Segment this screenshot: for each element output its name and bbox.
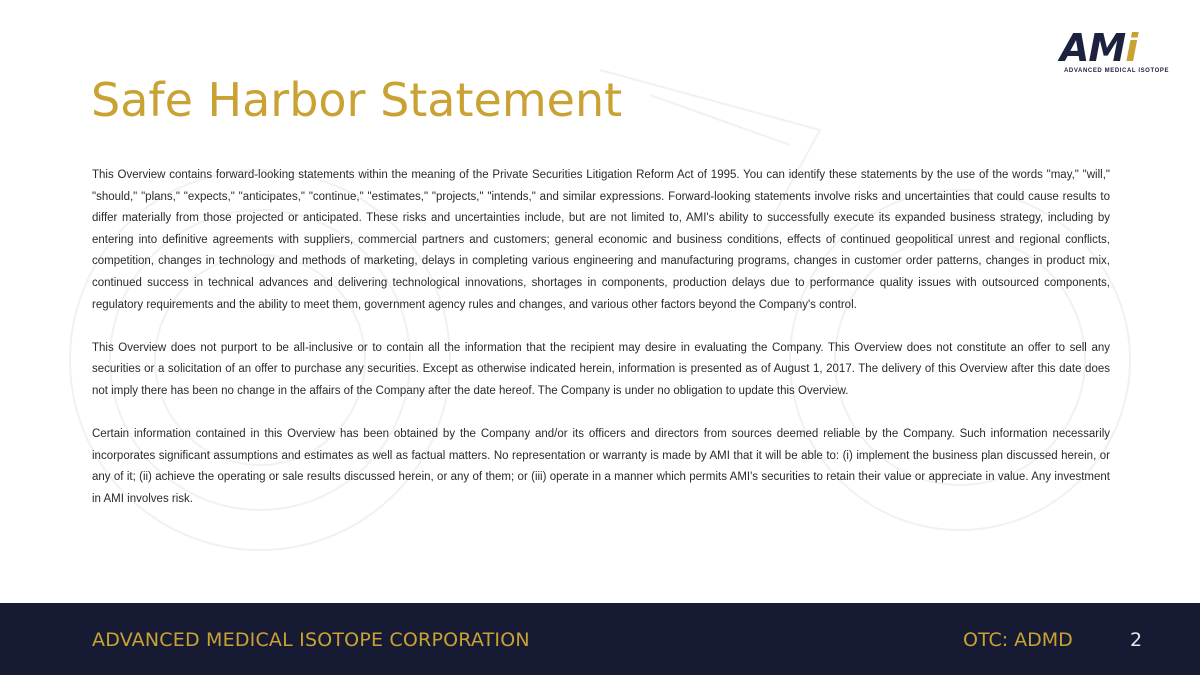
- logo-wordmark: [1060, 26, 1172, 70]
- footer-bar: [0, 603, 1200, 675]
- logo-tagline: ADVANCED MEDICAL ISOTOPE: [1064, 68, 1170, 74]
- paragraph-forward-looking: This Overview contains forward-looking statements within the meaning of the Private Securities Litigation Reform Act of 1995. You can identify these statements by the use of the words "may," "will," "should," "plans," "expects," "anticipates," "continue," "estimates," "projects," "intends," and similar expressions. Forward-looking statements involve risks and uncertainties that could cause results to differ materially from those projected or anticipated. These risks and uncertainties include, but are not limited to, AMI's ability to successfully execute its expanded business strategy, including by entering into definitive agreements with suppliers, commercial partners and customers; general economic and business conditions, effects of continued geopolitical unrest and regional conflicts, competition, changes in technology and methods of marketing, delays in completing various engineering and manufacturing programs, changes in customer order patterns, changes in product mix, continued success in technical advances and delivering technological innovations, shortages in components, production delays due to performance quality issues with outsourced components, regulatory requirements and the ability to meet them, government agency rules and changes, and various other factors beyond the Company's control.: [92, 169, 1110, 311]
- footer-ticker: OTC: ADMD: [963, 629, 1073, 651]
- page-title: Safe Harbor Statement: [91, 73, 623, 127]
- page-number: 2: [1130, 629, 1143, 651]
- statement-body: [92, 165, 1110, 532]
- logo-letters-am: AM: [1060, 26, 1126, 70]
- paragraph-information-sources: Certain information contained in this Overview has been obtained by the Company and/or its officers and directors from sources deemed reliable by the Company. Such information necessarily incorporates significant assumptions and estimates as well as factual matters. No representation or warranty is made by AMI that it will be able to: (i) implement the business plan discussed herein, or any of it; (ii) achieve the operating or sale results discussed herein, or any of them; or (iii) operate in a manner which permits AMI's securities to retain their value or appreciate in value. Any investment in AMI involves risk.: [92, 427, 1110, 505]
- company-logo: [1060, 26, 1172, 80]
- paragraph-not-all-inclusive: This Overview does not purport to be all-inclusive or to contain all the information that the recipient may desire in evaluating the Company. This Overview does not constitute an offer to sell any securities or a solicitation of an offer to purchase any securities. Except as otherwise indicated herein, information is presented as of August 1, 2017. The delivery of this Overview after this date does not imply there has been no change in the affairs of the Company after the date hereof. The Company is under no obligation to update this Overview.: [92, 341, 1110, 397]
- footer-company-name: ADVANCED MEDICAL ISOTOPE CORPORATION: [92, 629, 530, 651]
- logo-letter-i: i: [1125, 26, 1138, 70]
